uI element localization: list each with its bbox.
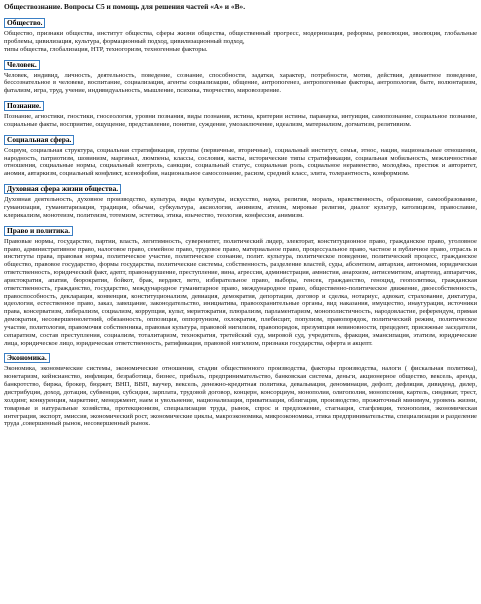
section-person (4, 54, 477, 96)
section-social-sphere (4, 129, 477, 178)
section-body-law-politics: Правовые нормы, государство, партии, власть, легитимность, суверенитет, политический лидер, электорат, конституционное право, гражданское право, уголовное право, административное право, налоговое право, семейное право, трудовое право, материальное право, процессуальное право, частное и публичное право, отрасль и институты права, правовая норма, политическое участие, политическое сознание, полит. культура, политическое поведение, политический процесс, гражданское общество, правовое государство, формы государства, политические системы, собственность, разделение властей, суды, абсентизм, автархия, автономия, юридическая ответственность, юридический факт, адепт, правонарушение, преступление, вина, агрессия, администрация, амнистия, анархизм, антисемитизм, апартеид, аппаратчик, аристократия, апатия, бюрократия, бойкот, брак, вердикт, вето, избирательное право, выборы, генсек, гражданство, геноцид, геополитика, гражданская ответственность, гражданство, государство, международное гуманитарное право, международное право, общественно-политическое движение, двоесобственность, правоспособность, декларация, конвенция, конституционализм, девиация, демократия, депортация, договор и сделка, нотариус, адвокат, страхование, диктатура, идеология, естественное право, заказ, завещание, законодательство, инициатива, правоохранительные органы, вид наказания, имущество, инаугурация, источники права, консерватизм, либерализм, социализм, коррупция, культ, меритократия, плюрализм, парламентаризм, монополистичность, народовластие, референдум, прямая демократия, несовершеннолетний, обязанность, оппозиция, оппортунизм, охлократия, плебисцит, популизм, правопорядок, политический режим, политическое участие, политология, правомочия собственника, правовая культура, правовой нигилизм, правопорядок, презумпция невиновности, прецедент, присяжные заседатели, сепаратизм, состав преступления, социализм, тоталитаризм, технократия, третейский суд, мировой суд, учредитель, фракция, эмансипация, этатизм, юридические лица, юридическое лицо, юридическая ответственность, ратификация, правовой нигилизм, признаки государства, оферта и акцепт. (4, 237, 477, 347)
section-economy (4, 347, 477, 428)
section-heading-law-politics: Право и политика. (4, 226, 73, 236)
document-title: Обществознание. Вопросы С5 и помощь для решения частей «А» и «В». (4, 2, 246, 11)
section-heading-social-sphere: Социальная сфера. (4, 135, 74, 145)
section-body-cognition: Познание, агностики, гностики, гносеология, уровни познания, виды познания, истина, критерии истины, паранаука, интуиция, самопознание, социальное познание, социальные факты, восприятие, ощущение, представление, понятие, суждение, умозаключение, идеализм, материализм, догматизм, релятивизм. (4, 113, 477, 128)
section-body-economy: Экономика, экономические системы, экономические отношения, стадии общественного производства, факторы производства, налоги ( фискальная политика), монетаризм, кейнсианство, инфляция, безработица, бизнес, прибыль, предпринимательство, банковская система, деньги, акционерное общество, вексель, аренда, банкротство, биржа, брокер, бюджет, ВНП, ВВП, ваучер, вексель, денежно-кредитная политика, девальвация, деноминация, дефолт, дефляция, дивиденд, дилер, дистрибуция, доход, дотация, субвенция, субсидия, зарплата, трудовой договор, концерн, консорциум, монополия, олигополия, монопсония, картель, синдикат, трест, холдинг, конкуренция, маркетинг, менеджмент, наем и увольнение, национализация, приватизация, облигация, производство, прожиточный минимум, уровень жизни, товарные и натуральные хозяйства, протекционизм, специализация труда, рынок, спрос и предложение, стагнация, стагфляция, технополия, экономическая интеграция, экспорт, эмиссия, экономический рост, экономические циклы, макроэкономика, микроэкономика, этика предпринимательства, специализация и разделение труда ,совершенный рынок, несовершенный рынок. (4, 365, 477, 428)
section-spiritual-sphere (4, 178, 477, 220)
section-law-politics (4, 220, 477, 348)
section-body-society: Общество, признаки общества, институт общества, сферы жизни общества, общественный прогресс, модернизация, реформы, революция, эволюция, глобальные проблемы, цивилизация, культура, формационный подход, цивилизационный подход, типы общества, глобализация, НТР, техногоризм, техногенные факторы. (4, 30, 477, 53)
section-heading-economy: Экономика. (4, 353, 50, 363)
section-body-social-sphere: Социум, социальная структура, социальная стратификация, группы (первичные, вторичные), социальный институт, семья, этнос, нация, национальные отношения, народность, патриотизм, шовинизм, маргинал, люмпены, классы, сословия, касты, исторические типы стратификации, социальная мобильность, межличностные отношения, социальные нормы, социальный контроль, санкции, социальный статус, социальная роль, социальное неравенство, молодёжь, престиж и авторитет, аномия, автаркизм, социальный конфликт, ксенофобия, национальное самосознание, расизм, средний класс, элита, толерантность, конформизм. (4, 146, 477, 178)
section-body-person: Человек, индивид, личность, деятельность, поведение, сознание, способности, задатки, характер, потребности, мотив, действия, девиантное поведение, бессознательное в человеке, воспитание, социализация, агенты социализации, общение, антропогенез, антропогенные факторы, антропология, быте, волюнтаризм, фатализм, игра, труд, учение, индивидуальность, мышление, психика, творчество, мировоззрение. (4, 71, 477, 95)
section-cognition (4, 95, 477, 129)
section-society (4, 12, 477, 54)
section-heading-society: Общество. (4, 18, 45, 28)
section-heading-cognition: Познание. (4, 101, 44, 111)
section-heading-spiritual-sphere: Духовная сфера жизни общества. (4, 184, 121, 194)
document-page (4, 2, 477, 602)
section-heading-person: Человек. (4, 60, 40, 70)
section-body-spiritual-sphere: Духовная деятельность, духовное производство, культура, виды культуры, искусство, наука, религия, мораль, нравственность, образование, самообразование, гуманизация, гуманитаризация, традиция, обычаи, субкультура, аксиология, анимизм, атеизм, мировые религии, диалог культур, католицизм, православие, клерикализм, монотеизм, политеизм, тотемизм, эстетика, этика, язычество, теология, конфессия, анимизм. (4, 196, 477, 219)
